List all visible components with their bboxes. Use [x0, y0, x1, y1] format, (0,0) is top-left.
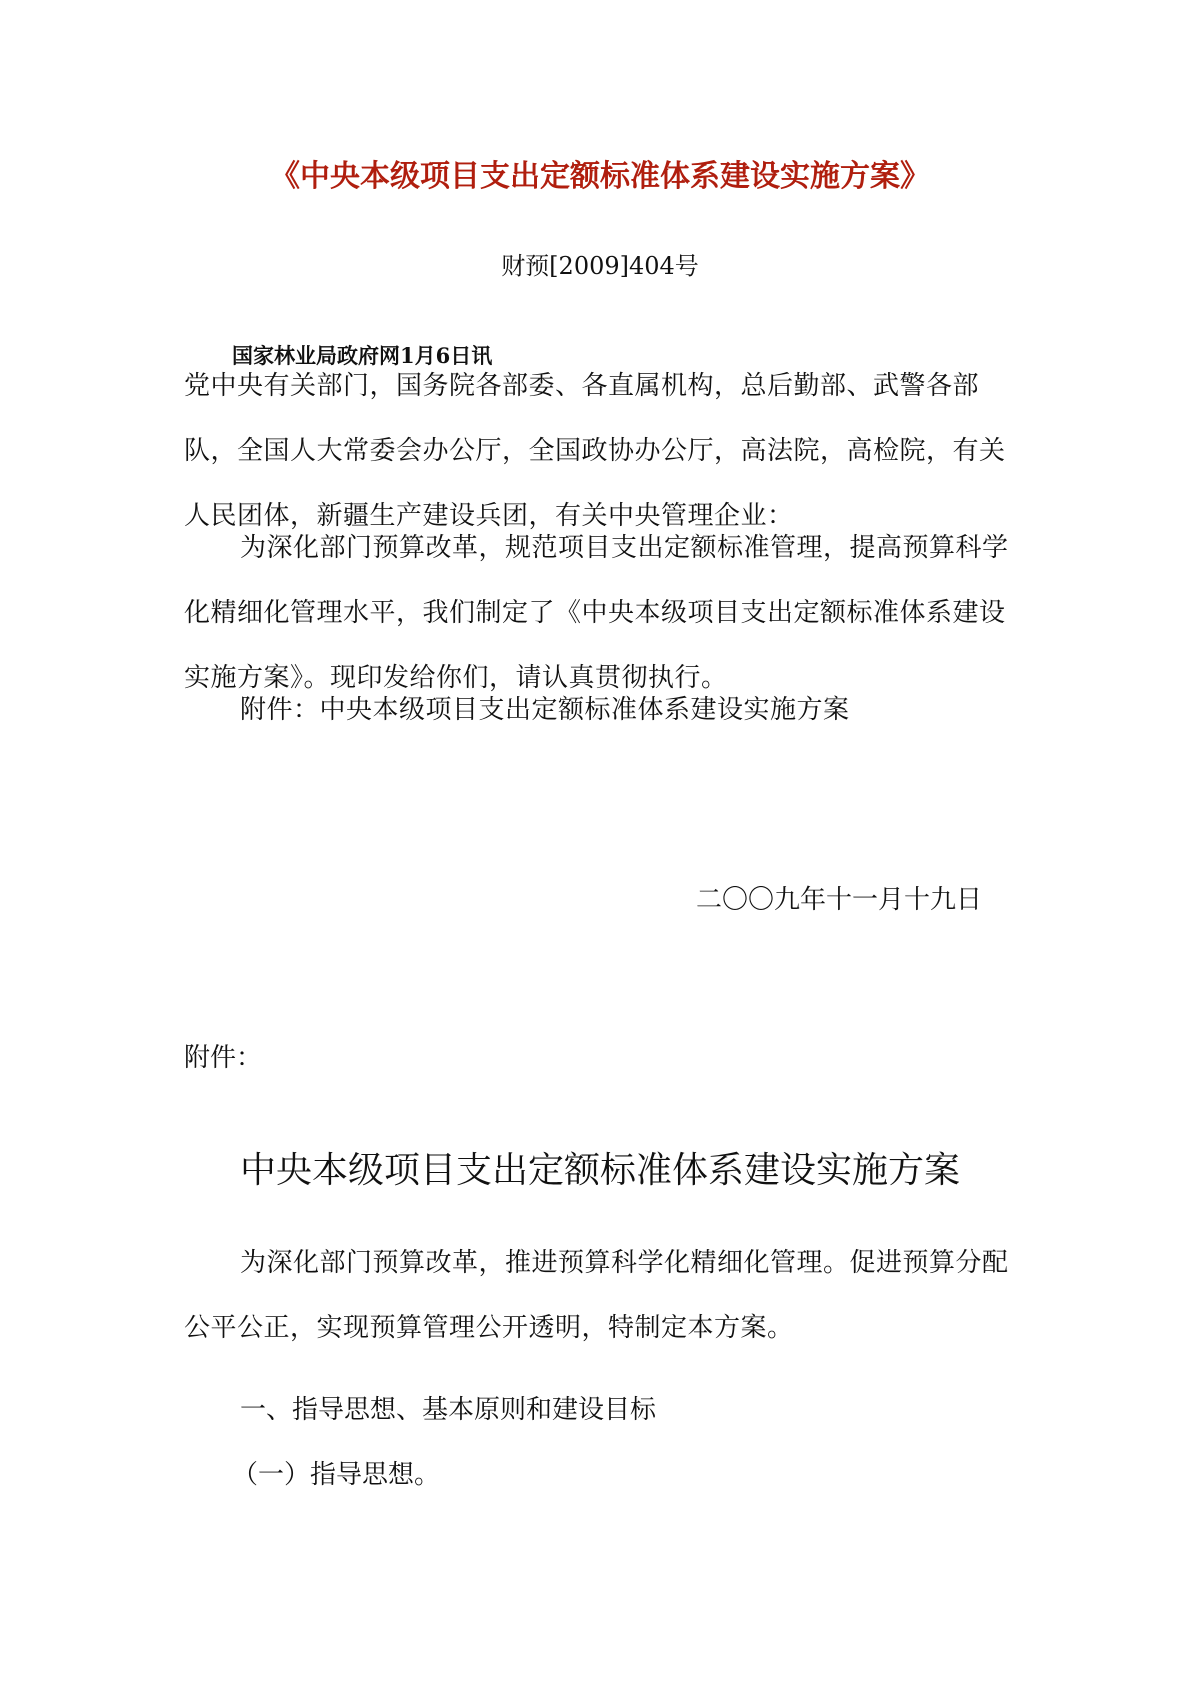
section-heading-1: 一、指导思想、基本原则和建设目标: [240, 1395, 657, 1425]
document-number: 财预[2009]404号: [501, 252, 699, 280]
body-paragraph: 为深化部门预算改革，规范项目支出定额标准管理，提高预算科学化精细化管理水平，我们制定了《中央本级项目支出定额标准体系建设实施方案》。现印发给你们，请认真贯彻执行。: [184, 533, 1009, 693]
attachment-intro: 为深化部门预算改革，推进预算科学化精细化管理。促进预算分配公平公正，实现预算管理公开透明，特制定本方案。: [184, 1248, 1009, 1343]
document-date: 二〇〇九年十一月十九日: [696, 885, 983, 915]
document-title: 《中央本级项目支出定额标准体系建设实施方案》: [270, 159, 930, 194]
news-source: 国家林业局政府网1月6日讯: [232, 343, 493, 368]
attachment-note: 附件：中央本级项目支出定额标准体系建设实施方案: [240, 695, 850, 725]
addressees-paragraph: 党中央有关部门，国务院各部委、各直属机构，总后勤部、武警各部队，全国人大常委会办公厅，全国政协办公厅，高法院，高检院，有关人民团体，新疆生产建设兵团，有关中央管理企业：: [184, 371, 1006, 531]
attachment-label: 附件：: [184, 1043, 263, 1073]
attachment-title: 中央本级项目支出定额标准体系建设实施方案: [239, 1150, 960, 1191]
subsection-heading-1: （一）指导思想。: [232, 1460, 441, 1490]
